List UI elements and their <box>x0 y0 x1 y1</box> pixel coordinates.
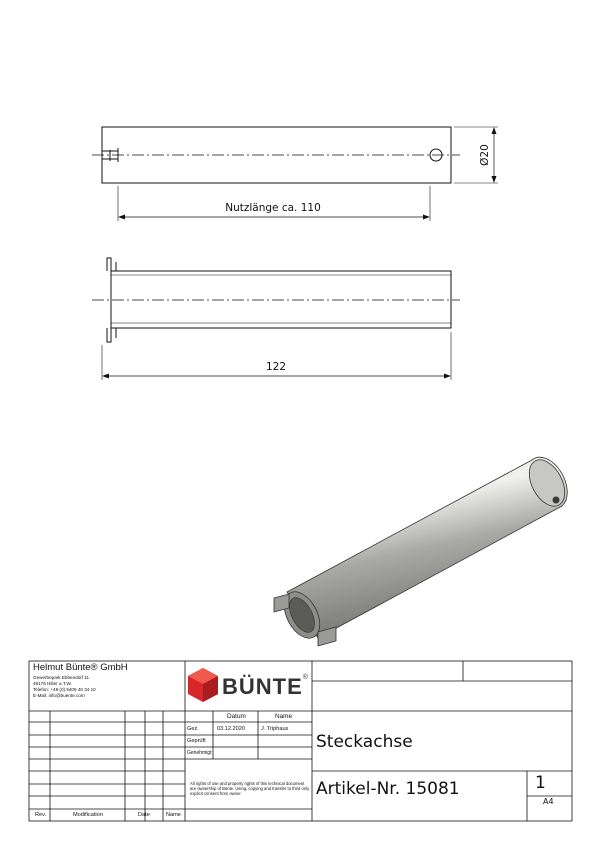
registered-mark: ® <box>302 674 309 681</box>
row-label-checked: Geprüft <box>187 738 206 744</box>
modification-header: Modification <box>73 812 103 818</box>
company-name: Helmut Bünte® GmbH <box>33 662 128 673</box>
address-line: Telefon: +49 (0) 5409 40 34 10 <box>33 687 96 692</box>
total-length-label: 122 <box>265 361 287 373</box>
isometric-part-render <box>274 454 572 646</box>
row-label-drawn: Gez. <box>187 726 199 732</box>
drawn-date: 03.12.2020 <box>217 726 245 732</box>
usable-length-label: Nutzlänge ca. 110 <box>225 202 321 214</box>
paper-format: A4 <box>543 797 554 806</box>
address-line: 49176 Hilter a.T.W. <box>33 681 72 686</box>
buente-logo-mark <box>188 668 218 702</box>
sheet-number: 1 <box>535 773 546 793</box>
rev-header: Rev. <box>35 812 47 818</box>
render-pin-hole <box>553 497 560 504</box>
copyright-notice: All rights of use and property rights of this technical document are ownership of Bünte. Using, copying and transfer to third only explicit consent from owner. <box>190 781 310 796</box>
logo-text: BÜNTE <box>222 674 303 699</box>
date-header: Date <box>138 812 150 818</box>
column-header-date: Datum <box>227 713 246 720</box>
side-view-body <box>111 271 451 328</box>
company-address <box>33 675 96 699</box>
column-header-name: Name <box>275 713 293 720</box>
part-name: Steckachse <box>316 732 413 752</box>
address-line: E-Mail: info@buente.com <box>33 693 85 698</box>
logo-wordmark <box>222 674 309 700</box>
drawn-name: J. Triphaus <box>261 726 289 732</box>
diameter-label: Ø20 <box>479 144 491 166</box>
article-number: Artikel-Nr. 15081 <box>316 779 460 799</box>
address-line: Gewerbepark Ebbendorf 11 <box>33 675 90 680</box>
name-header: Name <box>166 812 181 818</box>
row-label-approved: Genehmigt <box>187 750 212 756</box>
